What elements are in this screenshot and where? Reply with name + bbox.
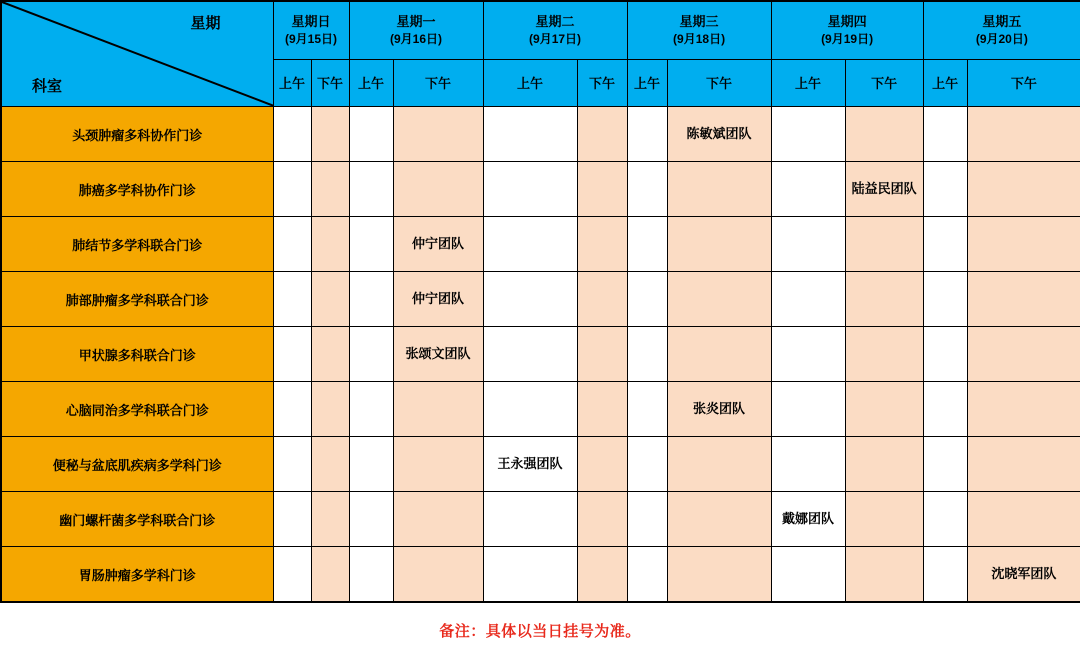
slot-header-wed-am: 上午 bbox=[627, 59, 667, 106]
slot-cell bbox=[923, 162, 967, 217]
day-header-friday bbox=[923, 1, 1080, 59]
slot-cell bbox=[311, 162, 349, 217]
slot-cell bbox=[771, 272, 845, 327]
slot-cell bbox=[771, 437, 845, 492]
slot-cell bbox=[273, 382, 311, 437]
slot-cell bbox=[483, 547, 577, 603]
day-header-wednesday bbox=[627, 1, 771, 59]
slot-cell bbox=[483, 382, 577, 437]
day-name: 星期三 bbox=[679, 14, 719, 30]
slot-cell bbox=[771, 107, 845, 162]
slot-cell bbox=[627, 162, 667, 217]
table-row bbox=[1, 272, 1080, 327]
slot-cell bbox=[627, 382, 667, 437]
slot-cell bbox=[393, 547, 483, 603]
slot-cell bbox=[627, 547, 667, 603]
dept-name-cell: 胃肠肿瘤多学科门诊 bbox=[1, 547, 273, 603]
slot-cell bbox=[627, 492, 667, 547]
slot-cell: 戴娜团队 bbox=[771, 492, 845, 547]
slot-cell: 张颂文团队 bbox=[393, 327, 483, 382]
day-name: 星期四 bbox=[827, 14, 867, 30]
slot-cell bbox=[923, 107, 967, 162]
slot-cell bbox=[923, 437, 967, 492]
slot-cell bbox=[923, 327, 967, 382]
slot-cell bbox=[923, 547, 967, 603]
slot-cell: 陈敏斌团队 bbox=[667, 107, 771, 162]
slot-cell: 仲宁团队 bbox=[393, 217, 483, 272]
slot-cell bbox=[577, 547, 627, 603]
slot-cell bbox=[577, 327, 627, 382]
slot-cell bbox=[273, 217, 311, 272]
dept-name-cell: 头颈肿瘤多科协作门诊 bbox=[1, 107, 273, 162]
table-row bbox=[1, 437, 1080, 492]
slot-header-tue-am: 上午 bbox=[483, 59, 577, 106]
slot-cell bbox=[273, 437, 311, 492]
slot-cell bbox=[667, 492, 771, 547]
day-name: 星期一 bbox=[396, 14, 436, 30]
table-row bbox=[1, 382, 1080, 437]
slot-cell bbox=[311, 217, 349, 272]
dept-name-cell: 肺结节多学科联合门诊 bbox=[1, 217, 273, 272]
slot-cell bbox=[393, 107, 483, 162]
slot-cell bbox=[349, 217, 393, 272]
slot-cell bbox=[349, 162, 393, 217]
corner-day-label: 星期 bbox=[190, 15, 221, 32]
slot-cell: 仲宁团队 bbox=[393, 272, 483, 327]
slot-cell bbox=[845, 492, 923, 547]
day-date: (9月19日) bbox=[821, 31, 874, 46]
day-name: 星期五 bbox=[982, 14, 1022, 30]
slot-cell bbox=[311, 437, 349, 492]
slot-cell bbox=[577, 492, 627, 547]
slot-header-fri-am: 上午 bbox=[923, 59, 967, 106]
slot-header-wed-pm: 下午 bbox=[667, 59, 771, 106]
slot-cell bbox=[577, 217, 627, 272]
slot-header-thu-am: 上午 bbox=[771, 59, 845, 106]
header-row-days bbox=[1, 1, 1080, 59]
slot-cell bbox=[273, 327, 311, 382]
table-row bbox=[1, 547, 1080, 603]
slot-cell bbox=[627, 217, 667, 272]
slot-cell: 王永强团队 bbox=[483, 437, 577, 492]
slot-cell bbox=[311, 107, 349, 162]
slot-cell: 沈晓军团队 bbox=[967, 547, 1080, 603]
slot-cell bbox=[483, 492, 577, 547]
slot-cell bbox=[627, 327, 667, 382]
slot-header-tue-pm: 下午 bbox=[577, 59, 627, 106]
slot-cell bbox=[667, 272, 771, 327]
slot-cell bbox=[967, 327, 1080, 382]
slot-cell bbox=[273, 547, 311, 603]
slot-cell bbox=[845, 382, 923, 437]
slot-cell bbox=[967, 382, 1080, 437]
slot-cell bbox=[349, 492, 393, 547]
slot-cell bbox=[967, 107, 1080, 162]
dept-name-cell: 甲状腺多科联合门诊 bbox=[1, 327, 273, 382]
day-header-monday bbox=[349, 1, 483, 59]
slot-cell bbox=[393, 492, 483, 547]
slot-cell bbox=[349, 437, 393, 492]
slot-cell bbox=[627, 437, 667, 492]
slot-cell bbox=[627, 272, 667, 327]
day-date: (9月16日) bbox=[390, 31, 443, 46]
slot-cell bbox=[349, 547, 393, 603]
day-header-sunday bbox=[273, 1, 349, 59]
day-date: (9月15日) bbox=[285, 31, 338, 46]
slot-cell bbox=[349, 327, 393, 382]
slot-header-mon-am: 上午 bbox=[349, 59, 393, 106]
slot-cell bbox=[311, 327, 349, 382]
slot-cell bbox=[311, 492, 349, 547]
slot-cell bbox=[923, 382, 967, 437]
slot-cell bbox=[483, 217, 577, 272]
dept-name-cell: 心脑同治多学科联合门诊 bbox=[1, 382, 273, 437]
slot-cell bbox=[393, 382, 483, 437]
table-row bbox=[1, 162, 1080, 217]
slot-header-sun-pm: 下午 bbox=[311, 59, 349, 106]
slot-cell bbox=[845, 437, 923, 492]
slot-cell bbox=[771, 217, 845, 272]
slot-cell bbox=[577, 162, 627, 217]
dept-name-cell: 幽门螺杆菌多学科联合门诊 bbox=[1, 492, 273, 547]
slot-cell bbox=[273, 107, 311, 162]
slot-cell bbox=[273, 272, 311, 327]
slot-cell bbox=[577, 272, 627, 327]
slot-cell bbox=[845, 272, 923, 327]
slot-cell bbox=[967, 162, 1080, 217]
slot-cell bbox=[967, 492, 1080, 547]
slot-cell bbox=[771, 162, 845, 217]
schedule-body bbox=[1, 107, 1080, 603]
day-date: (9月17日) bbox=[529, 31, 582, 46]
slot-cell bbox=[771, 382, 845, 437]
table-row bbox=[1, 492, 1080, 547]
dept-name-cell: 肺部肿瘤多学科联合门诊 bbox=[1, 272, 273, 327]
slot-cell bbox=[967, 437, 1080, 492]
slot-cell bbox=[393, 437, 483, 492]
footnote-text: 备注：具体以当日挂号为准。 bbox=[439, 623, 641, 640]
table-row bbox=[1, 107, 1080, 162]
dept-name-cell: 便秘与盆底肌疾病多学科门诊 bbox=[1, 437, 273, 492]
slot-cell bbox=[483, 272, 577, 327]
slot-header-thu-pm: 下午 bbox=[845, 59, 923, 106]
slot-header-fri-pm: 下午 bbox=[967, 59, 1080, 106]
slot-cell bbox=[577, 107, 627, 162]
slot-cell bbox=[311, 272, 349, 327]
slot-cell bbox=[273, 162, 311, 217]
slot-cell bbox=[311, 547, 349, 603]
slot-cell: 陆益民团队 bbox=[845, 162, 923, 217]
slot-cell bbox=[845, 107, 923, 162]
day-name: 星期二 bbox=[535, 14, 575, 30]
slot-cell bbox=[667, 327, 771, 382]
slot-cell bbox=[349, 272, 393, 327]
slot-cell bbox=[923, 217, 967, 272]
table-row bbox=[1, 217, 1080, 272]
slot-cell bbox=[577, 437, 627, 492]
slot-cell bbox=[967, 272, 1080, 327]
slot-cell bbox=[483, 327, 577, 382]
slot-cell bbox=[483, 162, 577, 217]
slot-cell bbox=[393, 162, 483, 217]
slot-cell bbox=[667, 547, 771, 603]
slot-cell bbox=[667, 437, 771, 492]
slot-cell bbox=[845, 217, 923, 272]
day-date: (9月20日) bbox=[975, 31, 1028, 46]
slot-cell bbox=[349, 382, 393, 437]
slot-cell bbox=[311, 382, 349, 437]
table-row bbox=[1, 327, 1080, 382]
slot-cell bbox=[627, 107, 667, 162]
slot-cell bbox=[923, 272, 967, 327]
corner-header-cell bbox=[1, 1, 273, 107]
day-header-thursday bbox=[771, 1, 923, 59]
slot-cell bbox=[577, 382, 627, 437]
dept-name-cell: 肺癌多学科协作门诊 bbox=[1, 162, 273, 217]
slot-cell bbox=[483, 107, 577, 162]
slot-cell bbox=[845, 327, 923, 382]
day-header-tuesday bbox=[483, 1, 627, 59]
slot-header-mon-pm: 下午 bbox=[393, 59, 483, 106]
slot-cell bbox=[273, 492, 311, 547]
slot-cell bbox=[845, 547, 923, 603]
slot-cell bbox=[771, 327, 845, 382]
slot-cell bbox=[667, 217, 771, 272]
slot-header-sun-am: 上午 bbox=[273, 59, 311, 106]
day-name: 星期日 bbox=[291, 14, 331, 30]
slot-cell bbox=[967, 217, 1080, 272]
day-date: (9月18日) bbox=[673, 31, 726, 46]
slot-cell: 张炎团队 bbox=[667, 382, 771, 437]
slot-cell bbox=[349, 107, 393, 162]
corner-dept-label: 科室 bbox=[32, 78, 63, 95]
slot-cell bbox=[667, 162, 771, 217]
slot-cell bbox=[923, 492, 967, 547]
slot-cell bbox=[771, 547, 845, 603]
